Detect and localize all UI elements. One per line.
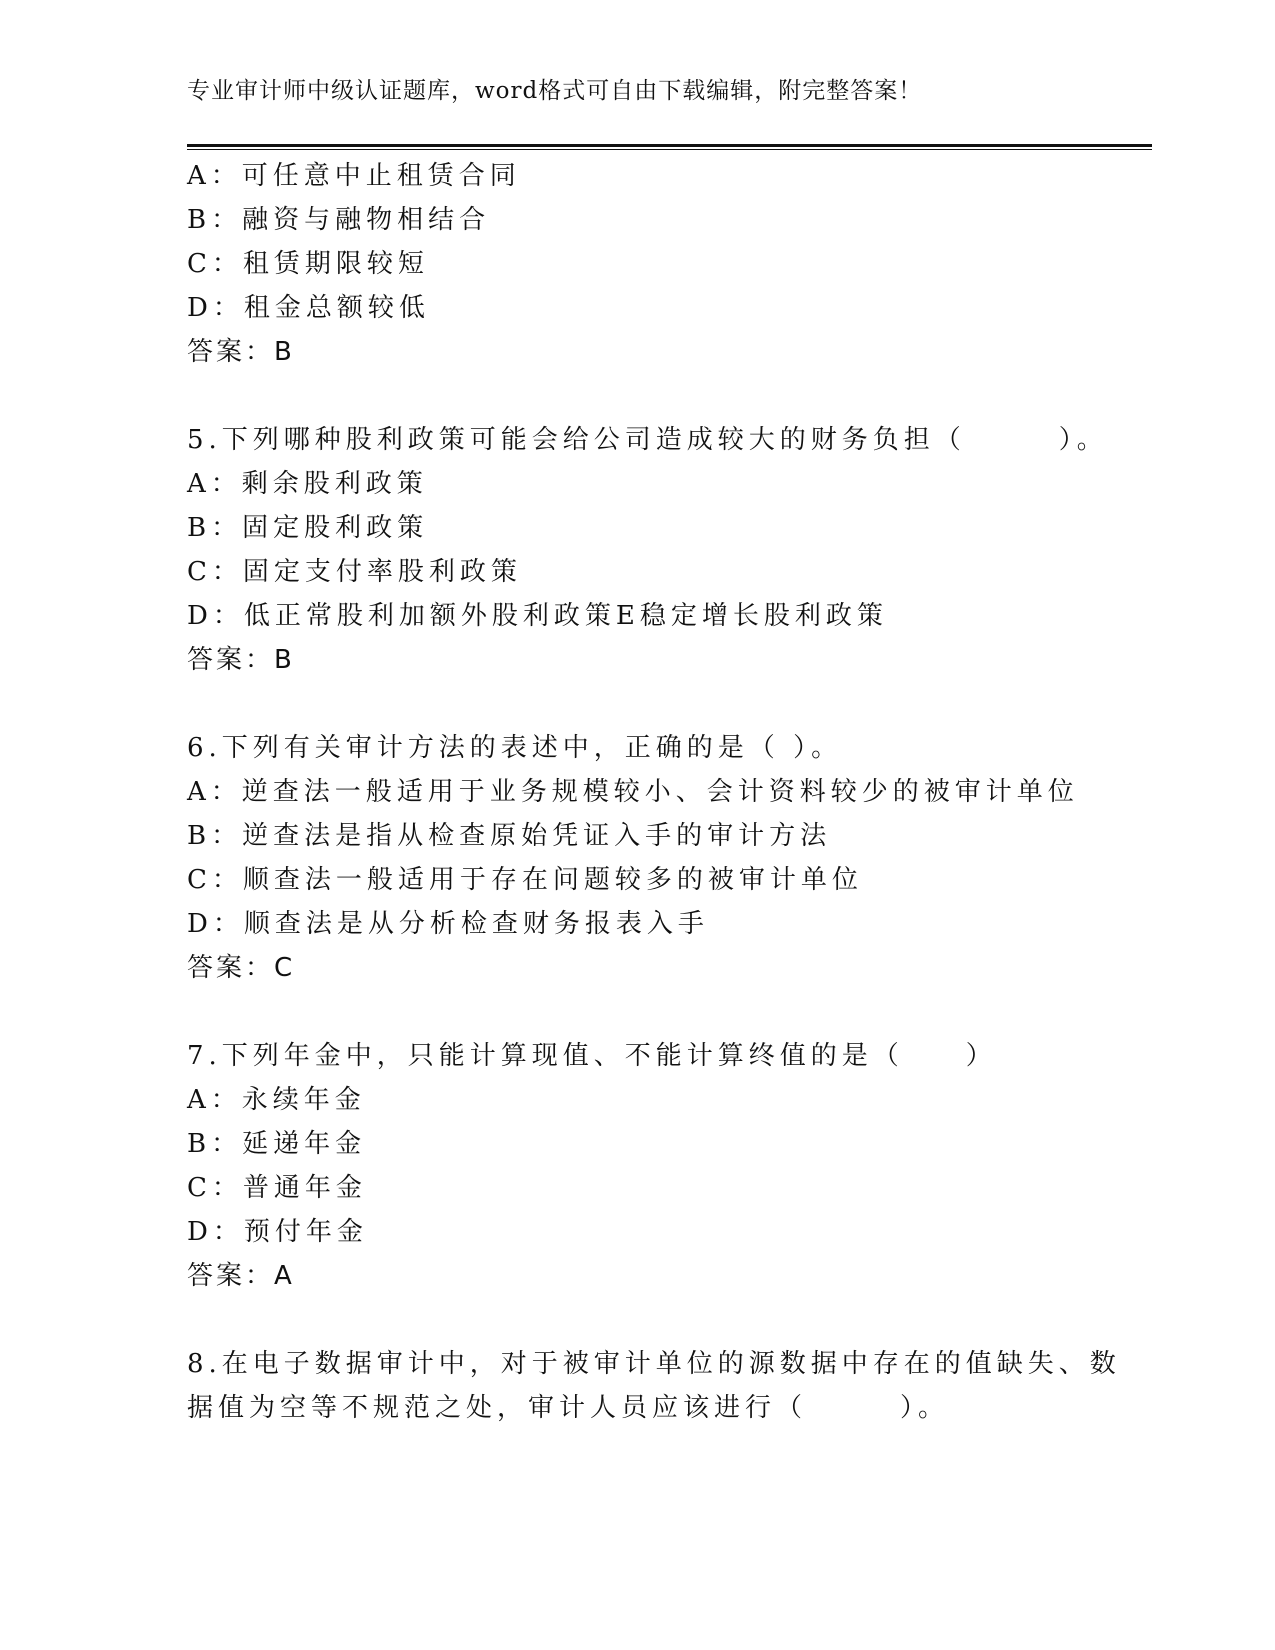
q6-option-a: A：逆查法一般适用于业务规模较小、会计资料较少的被审计单位 [187,777,1079,807]
q5-option-a: A：剩余股利政策 [187,469,428,499]
q7-answer: 答案：A [187,1261,295,1291]
q7-question: 7.下列年金中，只能计算现值、不能计算终值的是（ ） [187,1041,997,1071]
q8-question-line-1: 8.在电子数据审计中，对于被审计单位的源数据中存在的值缺失、数 [187,1349,1121,1379]
q7-option-b: B：延递年金 [187,1129,367,1159]
q5-option-d: D：低正常股利加额外股利政策E稳定增长股利政策 [187,601,888,631]
q4-option-d: D：租金总额较低 [187,293,430,323]
q7-option-c: C：普通年金 [187,1173,367,1203]
header-text: 专业审计师中级认证题库，word格式可自由下载编辑，附完整答案！ [187,78,923,104]
q5-answer: 答案：B [187,645,295,675]
q8-question-line-2: 据值为空等不规范之处，审计人员应该进行（ ）。 [187,1393,950,1423]
q4-option-c: C：租赁期限较短 [187,249,429,279]
header-rule-thin [187,149,1152,150]
q7-option-d: D：预付年金 [187,1217,368,1247]
q6-question: 6.下列有关审计方法的表述中，正确的是（ ）。 [187,733,843,763]
q5-option-c: C：固定支付率股利政策 [187,557,522,587]
q4-option-a: A：可任意中止租赁合同 [187,161,521,191]
q5-question: 5.下列哪种股利政策可能会给公司造成较大的财务负担（ ）。 [187,425,1108,455]
q7-option-a: A：永续年金 [187,1085,366,1115]
q6-option-d: D：顺查法是从分析检查财务报表入手 [187,909,709,939]
header-rule-thick [187,144,1152,147]
q6-option-c: C：顺查法一般适用于存在问题较多的被审计单位 [187,865,863,895]
q6-answer: 答案：C [187,953,296,983]
q4-option-b: B：融资与融物相结合 [187,205,491,235]
q5-option-b: B：固定股利政策 [187,513,429,543]
q6-option-b: B：逆查法是指从检查原始凭证入手的审计方法 [187,821,832,851]
header-rule [187,144,1152,151]
q4-answer: 答案：B [187,337,295,367]
